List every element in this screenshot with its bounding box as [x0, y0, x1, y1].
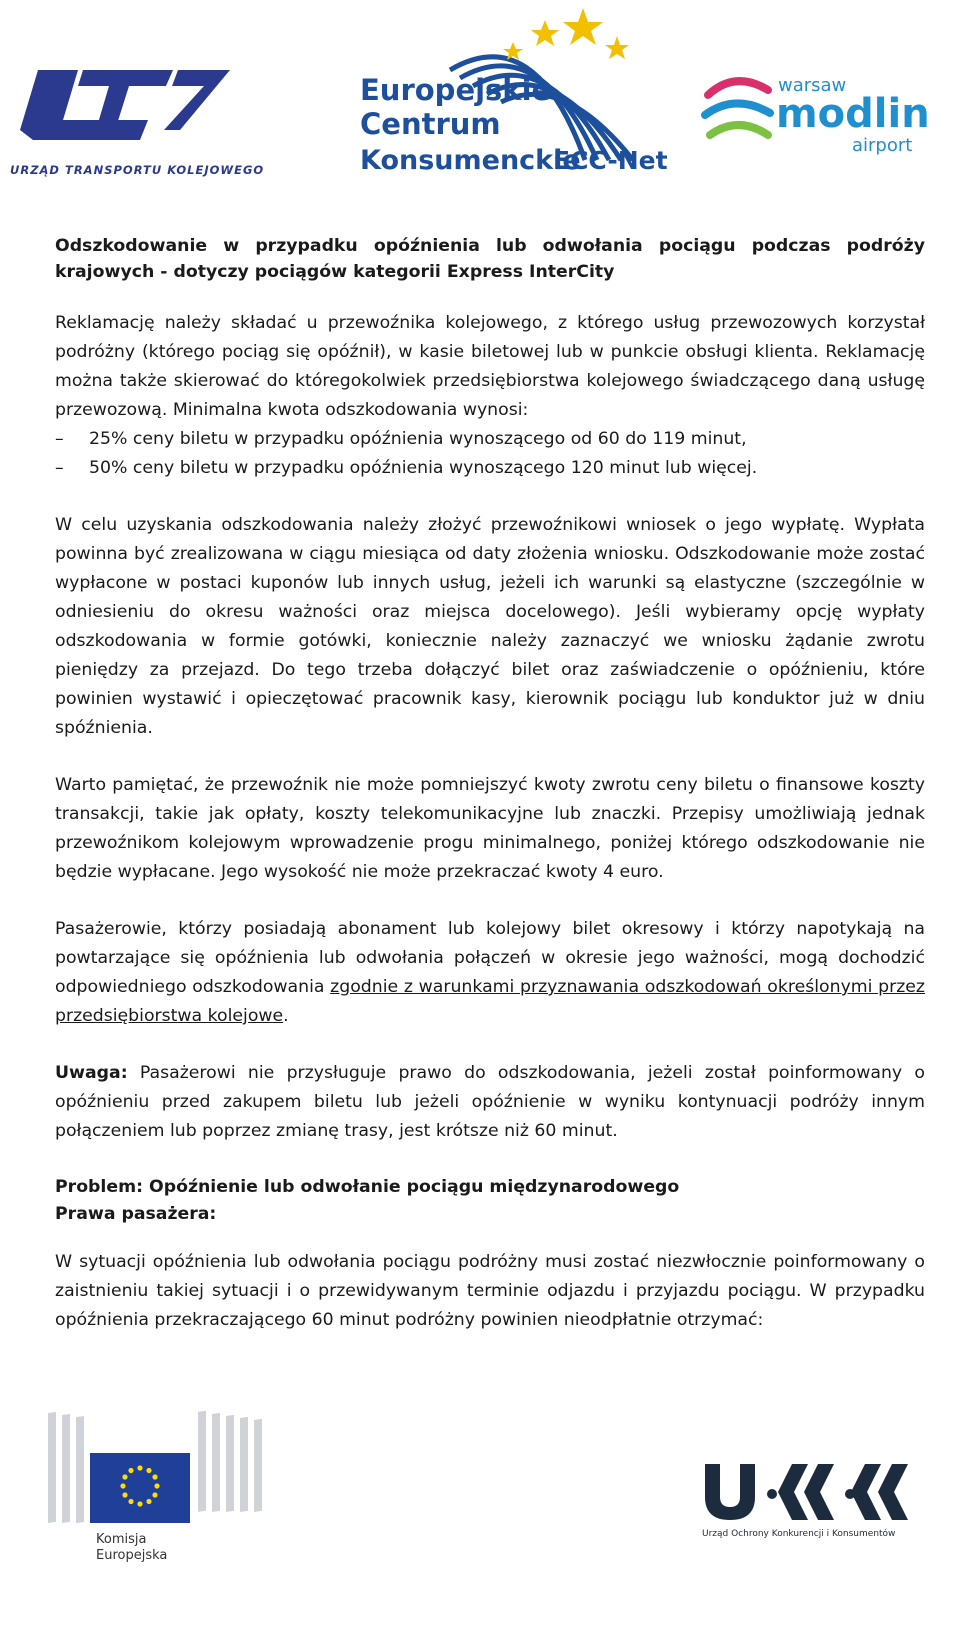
conditions-link[interactable]: zgodnie z warunkami przyznawania odszkodowań określonymi przez przedsiębiorstwa kolejowe — [55, 977, 925, 1026]
list-item — [55, 454, 925, 483]
paragraph-complaint: Reklamację należy składać u przewoźnika kolejowego, z którego usług przewozowych korzystał podróżny (którego pociąg się opóźnił), w kasie biletowej lub w punkcie obsługi klienta. Reklamację można także skierować do któregokolwiek przedsiębiorstwa kolejowego świadczącego daną usługę przewozową. Minimalna kwota odszkodowania wynosi: — [55, 313, 925, 420]
uokik-logo — [700, 1452, 920, 1542]
problem-heading: Problem: Opóźnienie lub odwołanie pociągu międzynarodowego — [55, 1177, 680, 1197]
paragraph-text: Pasażerowie, którzy posiadają abonament lub kolejowy bilet okresowy i którzy napotykają na powtarzające się opóźnienia lub odwołania połączeń w okresie jego ważności, mogą dochodzić odpowiedniego odszkodowania — [55, 919, 925, 997]
paragraph-costs: Warto pamiętać, że przewoźnik nie może pomniejszyć kwoty zwrotu ceny biletu o finansowe koszty transakcji, takie jak opłaty, koszty telekomunikacyjne lub znaczki. Przepisy umożliwiają jednak przewoźnikom kolejowym wprowadzenie progu minimalnego, poniżej którego odszkodowanie nie będzie wypłacane. Jego wysokość nie może przekraczać kwoty 4 euro. — [55, 775, 925, 882]
ecc-line1: Europejskie — [360, 73, 552, 107]
modlin-airport: airport — [852, 135, 913, 156]
note-label: Uwaga: — [55, 1063, 128, 1083]
utk-caption: URZĄD TRANSPORTU KOLEJOWEGO — [10, 163, 265, 177]
eu-logo-mark — [48, 1413, 270, 1568]
dash-marker: – — [55, 429, 64, 449]
ecc-line2: Centrum — [360, 107, 501, 141]
paragraph-end: . — [283, 1006, 289, 1026]
paragraph-note — [55, 1059, 925, 1146]
utk-logo-mark — [8, 60, 268, 185]
utk-logo — [8, 60, 268, 185]
ecc-logo-mark — [355, 0, 668, 190]
modlin-logo-mark — [700, 65, 950, 165]
ecc-net: ECC-Net — [553, 146, 668, 175]
european-commission-logo — [48, 1413, 270, 1568]
modlin-name: modlin — [776, 91, 930, 137]
list-item — [55, 425, 925, 454]
eu-line2: Europejska — [96, 1548, 168, 1563]
rights-heading: Prawa pasażera: — [55, 1204, 217, 1224]
document-title: Odszkodowanie w przypadku opóźnienia lub odwołania pociągu podczas podróży krajowych - dotyczy pociągów kategorii Express InterCity — [55, 236, 925, 282]
paragraph-season-tickets — [55, 915, 925, 1031]
modlin-logo — [700, 65, 950, 165]
paragraph-international: W sytuacji opóźnienia lub odwołania pociągu podróżny musi zostać niezwłocznie poinformowany o zaistnieniu takiej sytuacji i o przewidywanym terminie odjazdu i przyjazdu pociągu. W przypadku opóźnienia przekraczającego 60 minut podróżny powinien nieodpłatnie otrzymać: — [55, 1252, 925, 1330]
ecc-logo — [355, 0, 668, 190]
eu-flag — [90, 1453, 190, 1523]
compensation-list — [55, 425, 925, 483]
uokik-logo-mark — [700, 1452, 920, 1542]
document-body — [55, 233, 925, 1335]
list-item-text: 50% ceny biletu w przypadku opóźnienia wynoszącego 120 minut lub więcej. — [89, 458, 758, 478]
eu-line1: Komisja — [96, 1532, 147, 1547]
note-text: Pasażerowi nie przysługuje prawo do odszkodowania, jeżeli został poinformowany o opóźnieniu przed zakupem biletu lub jeżeli opóźnienie w wyniku kontynuacji podróży innym połączeniem lub poprzez zmianę trasy, jest krótsze niż 60 minut. — [55, 1063, 925, 1141]
dash-marker: – — [55, 458, 64, 478]
uokik-caption: Urząd Ochrony Konkurencji i Konsumentów — [702, 1529, 896, 1539]
modlin-warsaw: warsaw — [778, 75, 847, 96]
paragraph-application: W celu uzyskania odszkodowania należy złożyć przewoźnikowi wniosek o jego wypłatę. Wypłata powinna być zrealizowana w ciągu miesiąca od daty złożenia wniosku. Odszkodowanie może zostać wypłacone w postaci kuponów lub innych usług, jeżeli ich warunki są elastyczne (szczególnie w odniesieniu do okresu ważności oraz miejsca docelowego). Jeśli wybieramy opcję wypłaty odszkodowania w formie gotówki, koniecznie należy zaznaczyć we wniosku żądanie zwrotu pieniędzy za przejazd. Do tego trzeba dołączyć bilet oraz zaświadczenie o opóźnieniu, które powinien wystawić i opieczętować pracownik kasy, kierownik pociągu lub konduktor już w dniu spóźnienia. — [55, 515, 925, 738]
list-item-text: 25% ceny biletu w przypadku opóźnienia wynoszącego od 60 do 119 minut, — [89, 429, 747, 449]
ecc-line3: Konsumenckie — [360, 145, 581, 176]
